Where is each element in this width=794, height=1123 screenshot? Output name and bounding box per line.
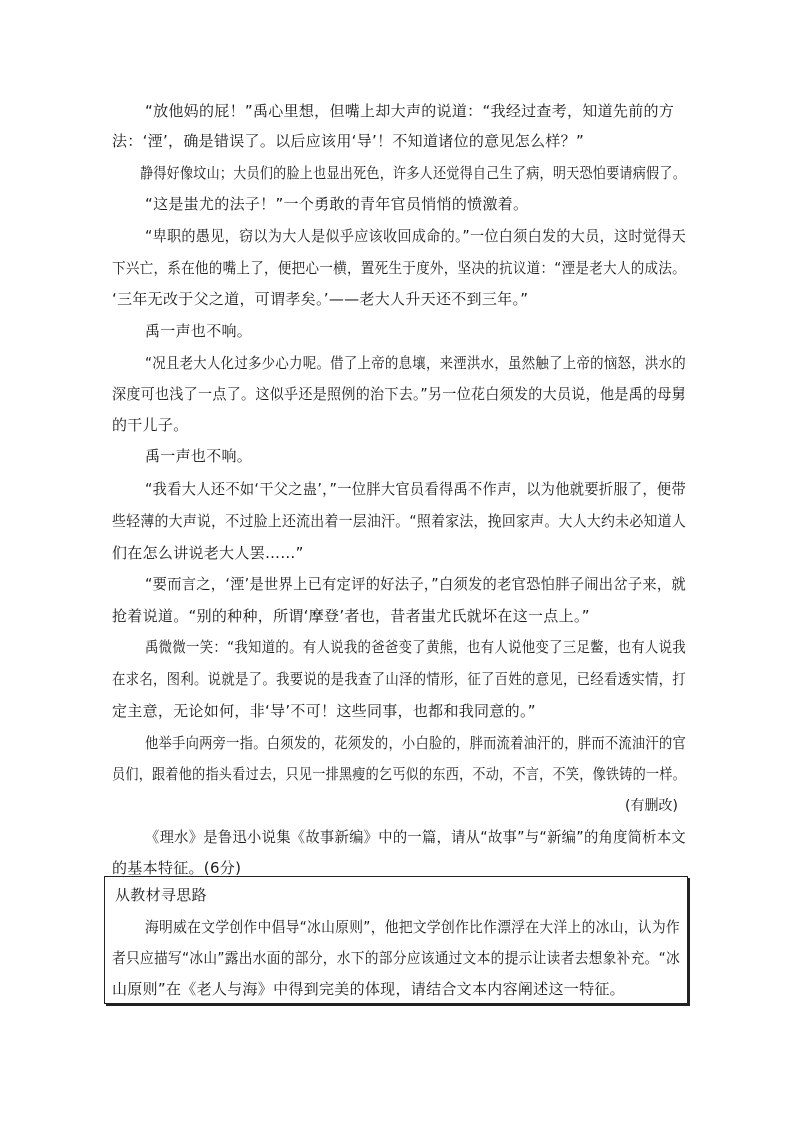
textbook-hint-box <box>104 876 688 1004</box>
passage-line: 的干儿子。 <box>112 416 189 434</box>
box-line: 山原则”在《老人与海》中得到完美的体现，请结合文本内容阐述这一特征。 <box>112 980 625 998</box>
passage-line: 禹一声也不响。 <box>145 322 253 340</box>
passage-line: “卑职的愚见，窃以为大人是似乎应该收回成命的。”一位白须白发的大员，这时觉得天 <box>145 227 687 245</box>
box-line: 者只应描写“冰山”露出水面的部分，水下的部分应该通过文本的提示让读者去想象补充。“冰 <box>112 949 681 967</box>
passage-line: 他举手向两旁一指。白须发的，花须发的，小白脸的，胖而流着油汗的，胖而不流油汗的官 <box>145 734 687 752</box>
passage-line: 在求名，图利。说就是了。我要说的是我查了山泽的情形，征了百姓的意见，已经看透实情，打 <box>112 670 686 688</box>
passage-line: “我看大人还不如‘干父之蛊’，”一位胖大官员看得禹不作声，以为他就要折服了，便带 <box>145 480 687 498</box>
passage-line: “要而言之，‘湮’是世界上已有定评的好法子，”白须发的老官恐怕胖子闹出岔子来，就 <box>145 575 687 593</box>
passage-line: ‘三年无改于父之道，可谓孝矣。’——老大人升天还不到三年。” <box>112 290 529 308</box>
passage-line: “这是蚩尤的法子！”一个勇敢的青年官员悄悄的愤激着。 <box>145 195 529 213</box>
box-title: 从教材寻思路 <box>115 886 207 904</box>
passage-line: 法：‘湮’，确是错误了。以后应该用‘导’！不知道诸位的意见怎么样？” <box>112 132 585 150</box>
passage-line: 些轻薄的大声说，不过脸上还流出着一层油汗。“照着家法，挽回家声。大人大约未必知道人 <box>112 512 687 530</box>
passage-line: 禹一声也不响。 <box>145 447 253 465</box>
passage-line: 们在怎么讲说老大人罢……” <box>112 544 304 562</box>
box-line: 海明威在文学创作中倡导“冰山原则”，他把文学创作比作漂浮在大洋上的冰山，认为作 <box>145 918 680 936</box>
passage-line: 下兴亡，系在他的嘴上了，便把心一横，置死生于度外，坚决的抗议道：“湮是老大人的成法。 <box>112 259 686 277</box>
passage-line: “况且老大人化过多少心力呢。借了上帝的息壤，来湮洪水，虽然触了上帝的恼怒，洪水的 <box>145 354 686 372</box>
passage-line: 静得好像坟山；大员们的脸上也显出死色，许多人还觉得自己生了病，明天恐怕要请病假了。 <box>140 164 687 182</box>
passage-line: 深度可也浅了一点了。这似乎还是照例的治下去。”另一位花白须发的大员说，他是禹的母舅 <box>112 385 686 403</box>
passage-line: “放他妈的屁！”禹心里想，但嘴上却大声的说道：“我经过查考，知道先前的方 <box>145 102 675 120</box>
source-note: (有删改) <box>625 798 678 814</box>
passage-line: 定主意，无论如何，非‘导’不可！这些同事，也都和我同意的。” <box>112 702 536 720</box>
passage-line: 员们，跟着他的指头看过去，只见一排黑瘦的乞丐似的东西，不动，不言，不笑，像铁铸的一样。 <box>112 765 687 783</box>
passage-line: 禹微微一笑：“我知道的。有人说我的爸爸变了黄熊，也有人说他变了三足鳖，也有人说我 <box>145 638 686 656</box>
passage-line: 抢着说道。“别的种种，所谓‘摩登’者也，昔者蚩尤氏就坏在这一点上。” <box>112 607 590 625</box>
question-line: 的基本特征。(6分) <box>112 859 242 877</box>
question-line: 《理水》是鲁迅小说集《故事新编》中的一篇，请从“故事”与“新编”的角度简析本文 <box>145 828 686 846</box>
